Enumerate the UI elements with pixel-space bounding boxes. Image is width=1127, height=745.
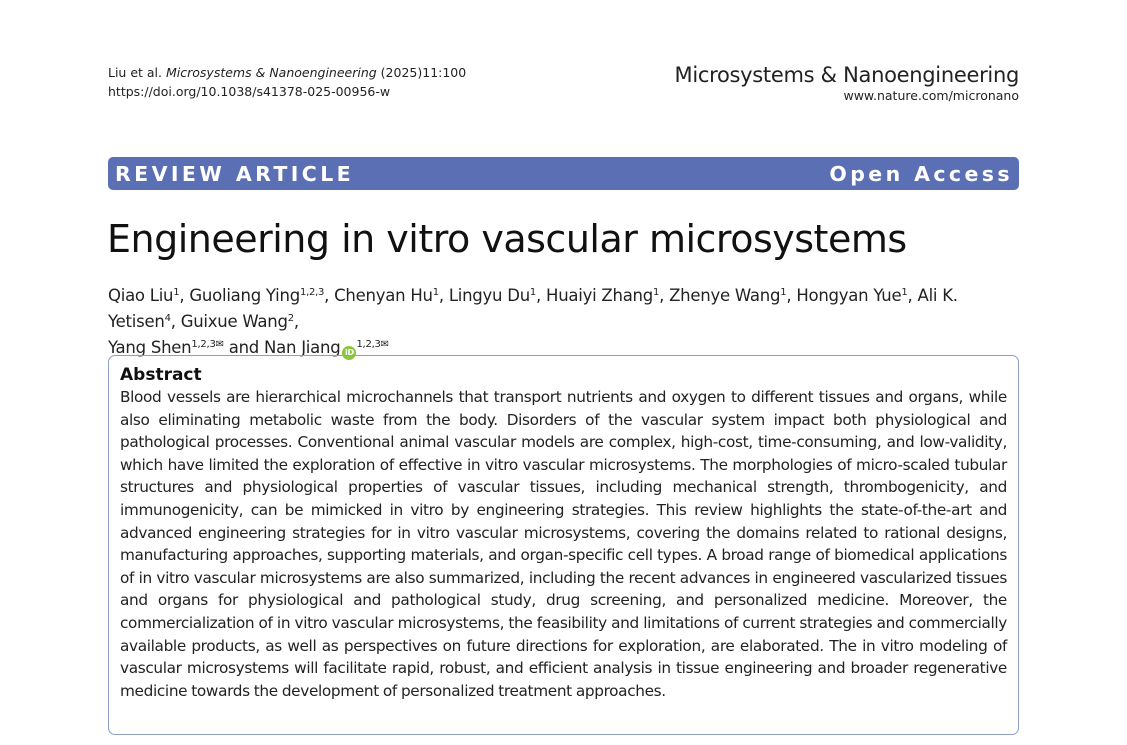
journal-brand (675, 62, 1020, 104)
author-list: Qiao Liu$^1$, Guoliang Ying$^{1,2,3}$, Chenyan Hu$^1$, Lingyu Du$^1$, Huaiyi Zhang$^1$, Zhenye Wang$^1$, Hongyan Yue$^1$, Ali K. Yetisen$^4$, Guixue Wang$^2$, Yang Shen$^{1,2,3✉}$ and Nan Jiang $iD^{1,2,3✉}$ (108, 283, 1023, 361)
author-affiliation: 1 (529, 287, 537, 298)
author-name[interactable]: Guixue Wang (180, 312, 288, 331)
open-access-label: Open Access (829, 161, 1013, 186)
citation-authors: Liu et al. (108, 65, 163, 80)
author-affiliation: 2 (287, 313, 294, 324)
author-name[interactable]: Zhenye Wang (669, 286, 781, 305)
mail-icon[interactable]: ✉ (215, 339, 224, 350)
author-affiliation: 1 (173, 287, 180, 298)
author-name[interactable]: Nan Jiang (264, 338, 341, 357)
author-affiliation: 1 (901, 287, 908, 298)
author-affiliation: 4 (164, 313, 171, 324)
mail-icon[interactable]: ✉ (380, 339, 389, 350)
abstract-heading: Abstract (120, 365, 202, 385)
author-name[interactable]: Huaiyi Zhang (546, 286, 653, 305)
author-affiliation: 1 (653, 287, 660, 298)
author-name[interactable]: Hongyan Yue (796, 286, 902, 305)
author-name[interactable]: Ali K. Yetisen (108, 286, 958, 331)
orcid-icon[interactable]: iD (342, 346, 356, 360)
author-affiliation: 1 (780, 287, 787, 298)
abstract-box (108, 355, 1019, 735)
citation-line (108, 63, 466, 82)
author-name[interactable]: Guoliang Ying (189, 286, 300, 305)
citation-journal: Microsystems & Nanoengineering (166, 65, 377, 80)
journal-url[interactable]: www.nature.com/micronano (843, 88, 1019, 103)
journal-name: Microsystems & Nanoengineering (674, 63, 1019, 87)
author-name[interactable]: Yang Shen (108, 338, 192, 357)
author-affiliation: 1 (432, 287, 439, 298)
article-type-banner (108, 157, 1019, 190)
citation-block (108, 63, 466, 101)
author-name[interactable]: Qiao Liu (108, 286, 174, 305)
citation-volume: (2025)11:100 (380, 65, 467, 80)
author-name[interactable]: Chenyan Hu (334, 286, 433, 305)
author-affiliation: 1,2,3 (299, 287, 325, 298)
author-affiliation: 1,2,3 (191, 339, 216, 350)
author-connector: and (228, 338, 260, 357)
article-type-label: REVIEW ARTICLE (115, 161, 355, 186)
abstract-text: Blood vessels are hierarchical microchannels that transport nutrients and oxygen to different tissues and organs, while also eliminating metabolic waste from the body. Disorders of the vascular system impact both physiological and pathological processes. Conventional animal vascular models are complex, high-cost, time-consuming, and low-validity, which have limited the exploration of effective in vitro vascular microsystems. The morphologies of micro-scaled tubular structures and physiological properties of vascular tissues, including mechanical strength, thrombogenicity, and immunogenicity, can be mimicked in vitro by engineering strategies. This review highlights the state-of-the-art and advanced engineering strategies for in vitro vascular microsystems, covering the domains related to rational designs, manufacturing approaches, supporting materials, and organ-specific cell types. A broad range of biomedical applications of in vitro vascular microsystems are also summarized, including the recent advances in engineered vascularized tissues and organs for physiological and pathological study, drug screening, and personalized medicine. Moreover, the commercialization of in vitro vascular microsystems, the feasibility and limitations of current strategies and commercially available products, as well as perspectives on future directions for exploration, are elaborated. The in vitro modeling of vascular microsystems will facilitate rapid, robust, and efficient analysis in tissue engineering and broader regenerative medicine towards the development of personalized treatment approaches. (120, 388, 1007, 700)
doi-link[interactable]: https://doi.org/10.1038/s41378-025-00956-w (108, 84, 391, 99)
article-title: Engineering in vitro vascular microsystems (107, 217, 907, 261)
author-name[interactable]: Lingyu Du (448, 286, 530, 305)
author-affiliation: 1,2,3 (356, 339, 381, 350)
